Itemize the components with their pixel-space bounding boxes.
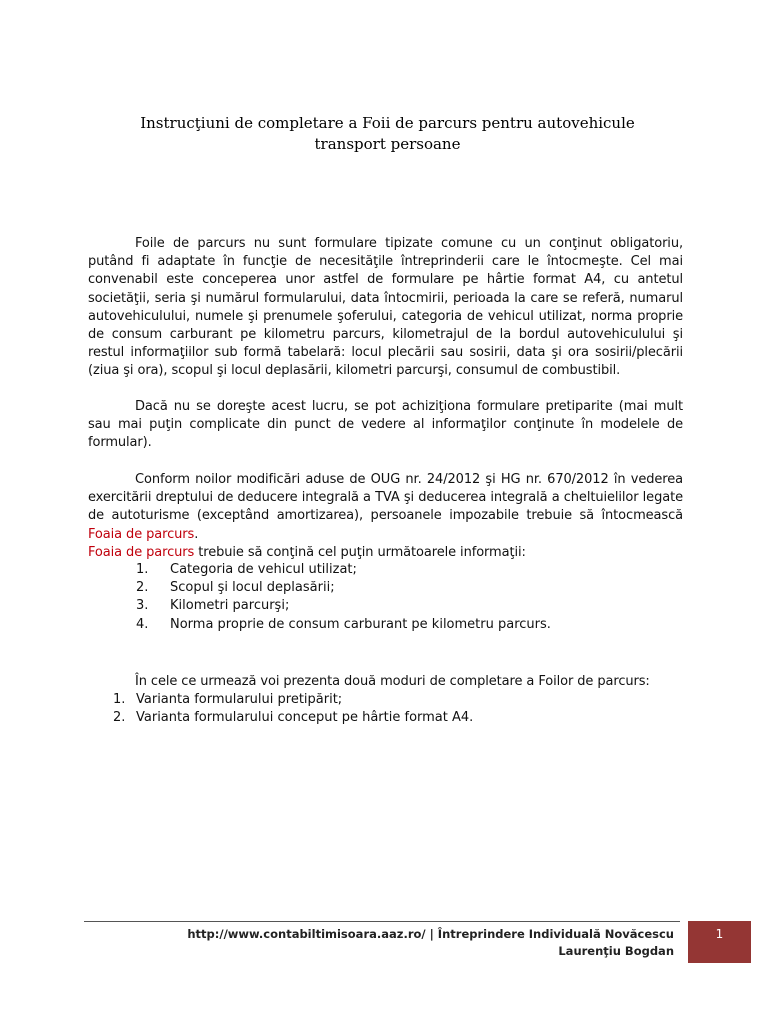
- period: .: [194, 526, 199, 542]
- list-item: [88, 561, 683, 579]
- list-number: 2.: [113, 710, 126, 726]
- list-text: Kilometri parcurşi;: [170, 598, 290, 614]
- list-text: Norma proprie de consum carburant pe kilometru parcurs.: [170, 616, 551, 632]
- legislation-text: Conform noilor modificări aduse de OUG nr. 24/2012 şi HG nr. 670/2012 în vederea exercitării dreptului de deducere integrală a TVA şi deducerea integrală a cheltuielilor legate de autoturisme (exceptând amortizarea), persoanele impozabile trebuie să întocmească: [88, 472, 683, 524]
- list-number: 4.: [136, 616, 149, 632]
- list-text: Scopul şi locul deplasării;: [170, 580, 335, 596]
- footer-author: Laurenţiu Bogdan: [558, 944, 674, 958]
- list-number: 1.: [136, 562, 149, 577]
- list-item: [88, 579, 683, 597]
- list-item: [88, 597, 683, 615]
- requirements-text: trebuie să conţină cel puţin următoarele informaţii:: [194, 545, 526, 560]
- paragraph-requirements: [88, 544, 683, 562]
- list-number: 3.: [136, 598, 149, 614]
- paragraph-intro: Foile de parcurs nu sunt formulare tipizate comune cu un conţinut obligatoriu, putând fi adaptate în funcţie de necesităţile întreprinderii care le întocmeşte. Cel mai convenabil este conceperea unor astfel de formulare pe hârtie format A4, cu antetul societăţii, seria şi numărul formularului, data întocmirii, perioada la care se referă, numarul autovehiculului, numele şi prenumele şoferului, categoria de vehicul utilizat, norma proprie de consum carburant pe kilometru parcurs, kilometrajul de la bordul autovehiculului şi restul informaţiilor sub formă tabelară: locul plecării sau sosirii, data şi ora sosirii/plecării (ziua şi ora), scopul şi locul deplasării, kilometri parcurşi, consumul de combustibil.: [88, 236, 683, 379]
- document-title: Instrucţiuni de completare a Foii de parcurs pentru autovehicule transport persoane: [140, 114, 635, 153]
- variants-list: [88, 691, 683, 727]
- footer-url-line: http://www.contabiltimisoara.aaz.ro/ | Întreprindere Individuală Novăcescu: [187, 927, 674, 941]
- list-item: [88, 616, 683, 634]
- paragraph-methods: În cele ce urmează voi prezenta două moduri de completare a Foilor de parcurs:: [135, 674, 650, 689]
- paragraph-legislation: [88, 471, 683, 544]
- highlight-term-repeat: Foaia de parcurs: [88, 545, 195, 560]
- list-text: Categoria de vehicul utilizat;: [170, 562, 357, 577]
- list-number: 1.: [113, 692, 126, 707]
- list-item: [88, 691, 683, 709]
- page-number: 1: [715, 927, 724, 941]
- paragraph-pretiparite: Dacă nu se doreşte acest lucru, se pot achiziţiona formulare pretiparite (mai mult sau mai puţin complicate din punct de vedere al informaţilor conţinute în modelele de formular).: [88, 399, 683, 451]
- list-text: Varianta formularului conceput pe hârtie format A4.: [136, 710, 474, 726]
- list-item: [88, 709, 683, 727]
- list-text: Varianta formularului pretipărit;: [136, 692, 343, 707]
- page-number-box: [688, 921, 751, 963]
- required-items-list: [88, 561, 683, 634]
- footer-divider: [84, 921, 680, 922]
- footer: [84, 926, 674, 960]
- highlight-term: Foaia de parcurs: [88, 526, 195, 542]
- list-number: 2.: [136, 580, 149, 596]
